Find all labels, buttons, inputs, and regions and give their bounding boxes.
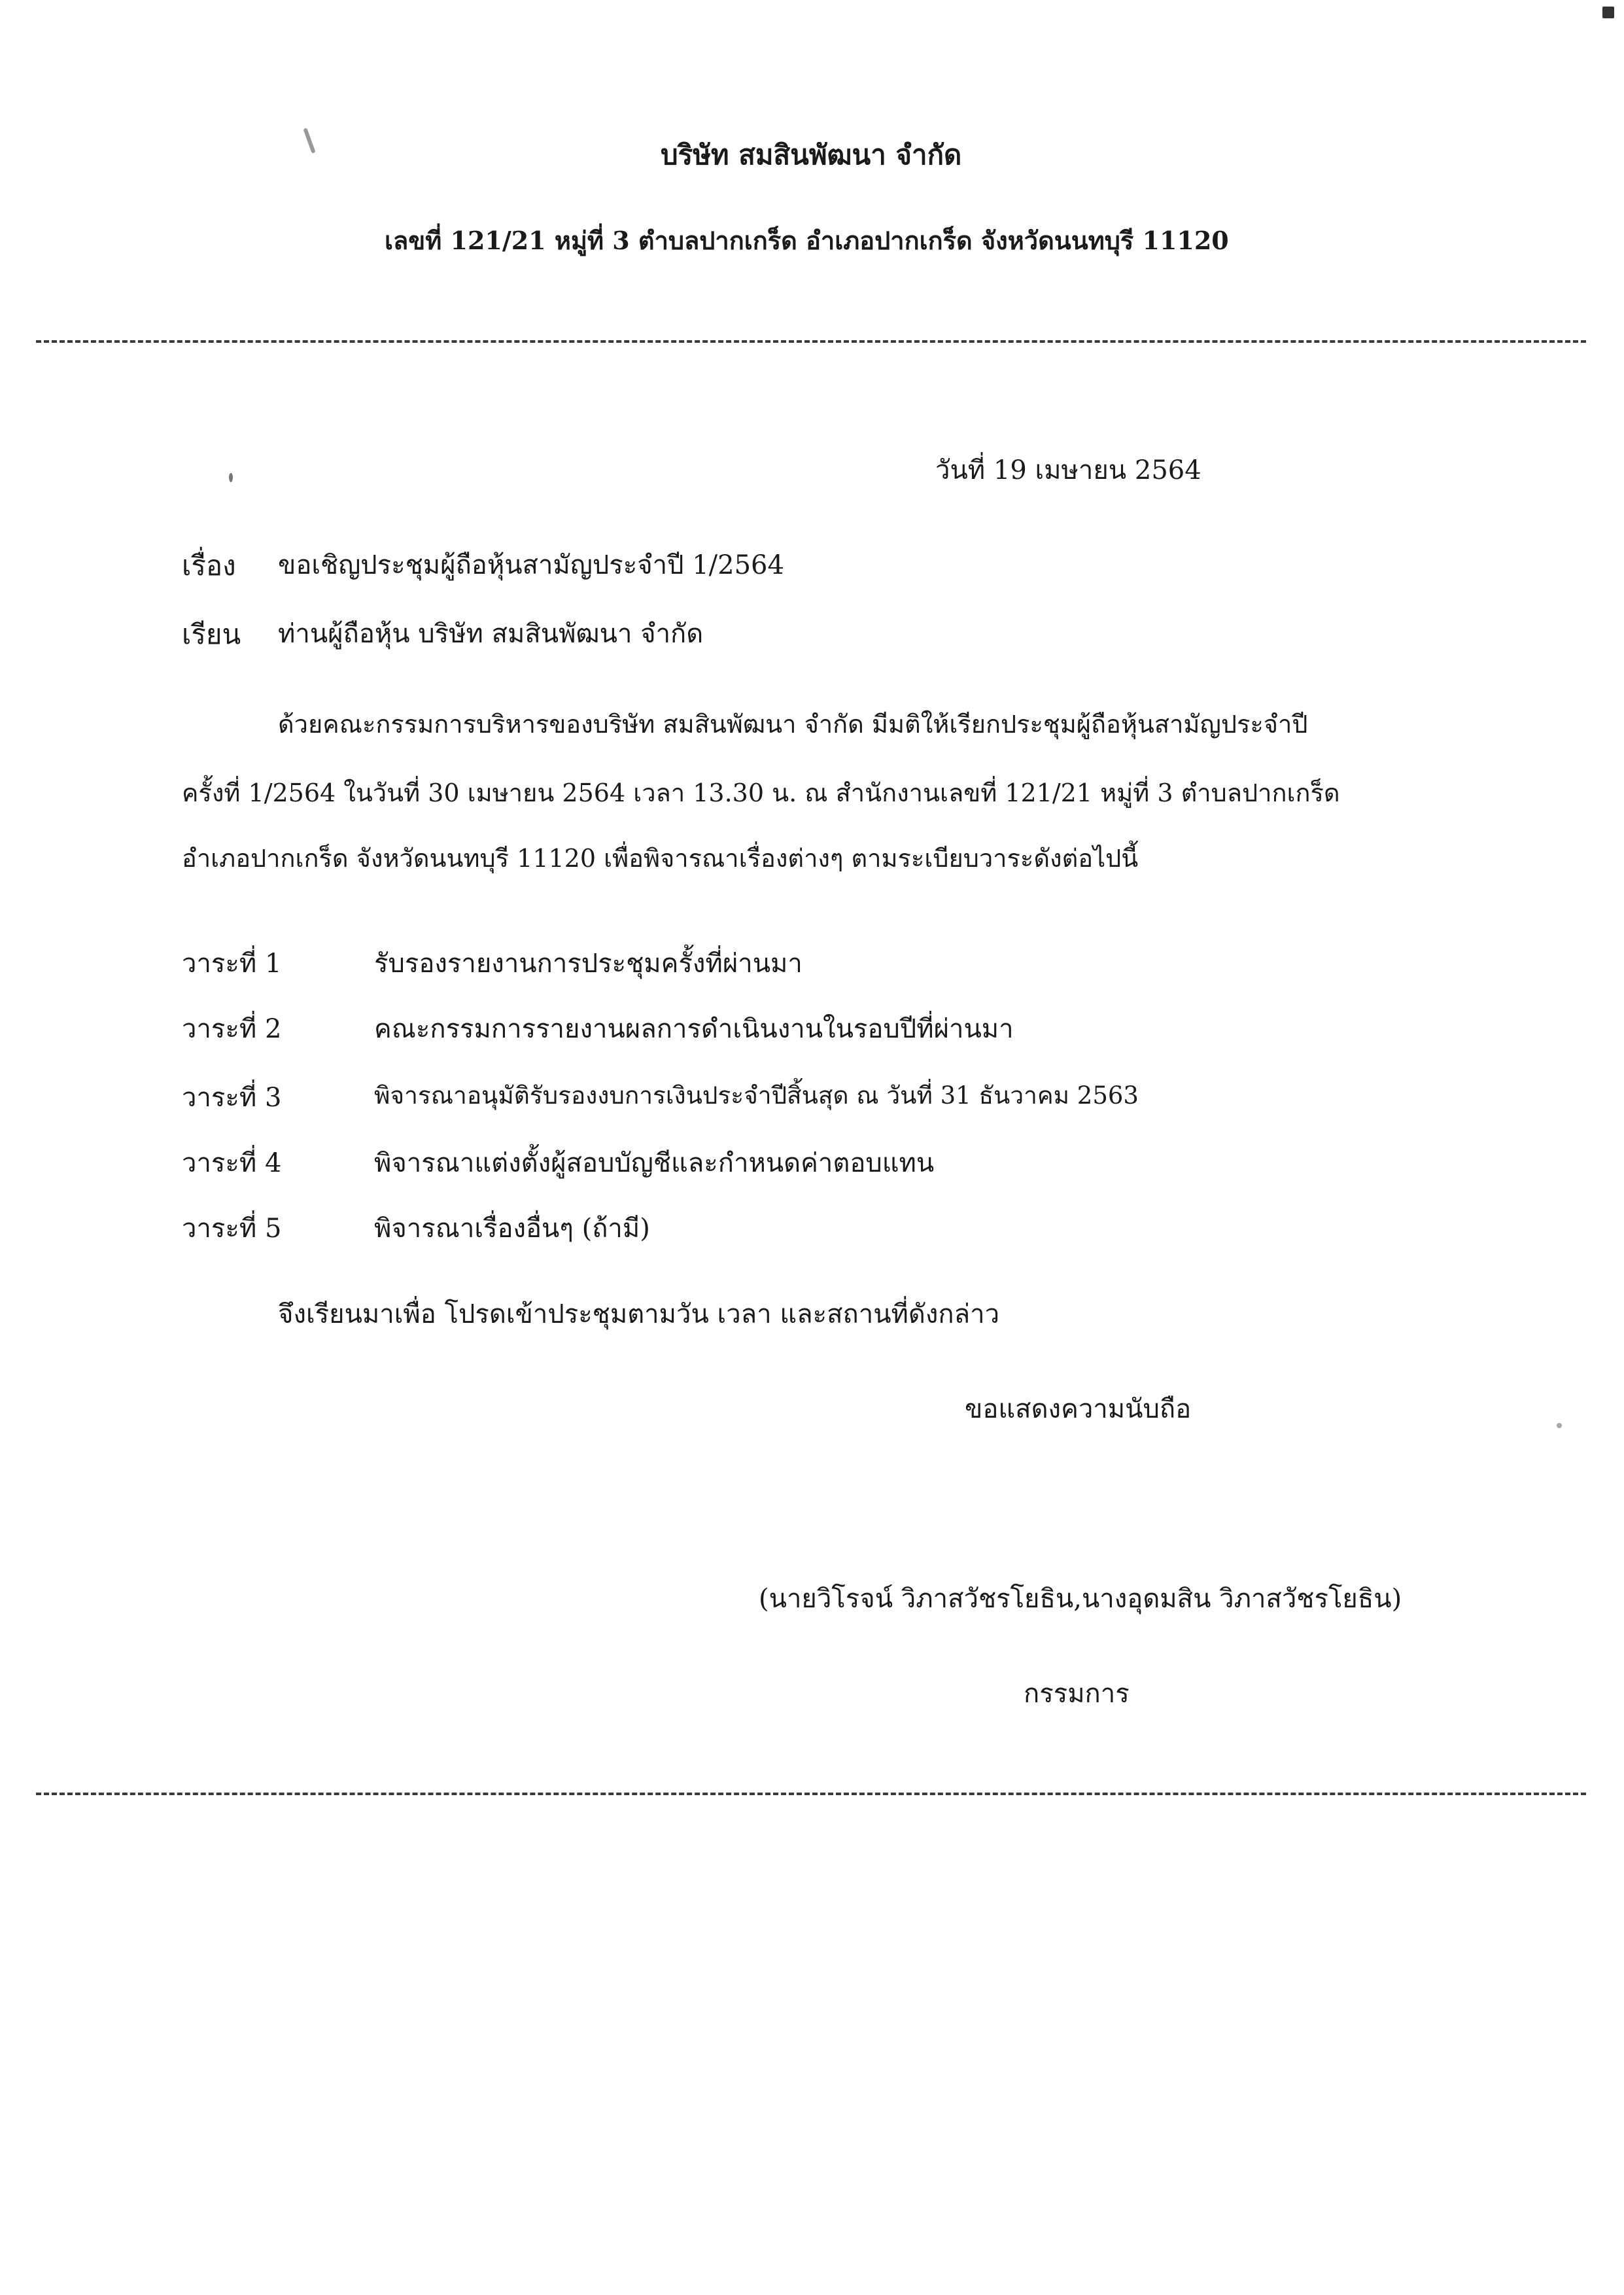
closing-sentence: จึงเรียนมาเพื่อ โปรดเข้าประชุมตามวัน เวลา และสถานที่ดังกล่าว — [278, 1299, 1000, 1329]
body-line-3: อำเภอปากเกร็ด จังหวัดนนทบุรี 11120 เพื่อพิจารณาเรื่องต่างๆ ตามระเบียบวาระดังต่อไปนี้ — [182, 844, 1139, 873]
agenda-text: พิจารณาเรื่องอื่นๆ (ถ้ามี) — [374, 1214, 650, 1244]
agenda-label: วาระที่ 4 — [182, 1148, 282, 1178]
signatories: (นายวิโรจน์ วิภาสวัชรโยธิน,นางอุดมสิน วิภาสวัชรโยธิน) — [759, 1584, 1402, 1614]
signatory-position: กรรมการ — [1024, 1679, 1130, 1709]
header-divider — [36, 340, 1586, 343]
scan-speck — [1557, 1423, 1562, 1428]
body-line-2: ครั้งที่ 1/2564 ในวันที่ 30 เมษายน 2564 เวลา 13.30 น. ณ สำนักงานเลขที่ 121/21 หมู่ที่ 3 ตำบลปากเกร็ด — [182, 779, 1340, 807]
subject-label: เรื่อง — [182, 550, 236, 582]
company-address: เลขที่ 121/21 หมู่ที่ 3 ตำบลปากเกร็ด อำเภอปากเกร็ด จังหวัดนนทบุรี 11120 — [385, 226, 1229, 255]
recipient-text: ท่านผู้ถือหุ้น บริษัท สมสินพัฒนา จำกัด — [278, 619, 704, 649]
recipient-label: เรียน — [182, 618, 241, 650]
regards: ขอแสดงความนับถือ — [965, 1394, 1192, 1424]
agenda-label: วาระที่ 1 — [182, 949, 282, 979]
agenda-text: คณะกรรมการรายงานผลการดำเนินงานในรอบปีที่ผ่านมา — [374, 1014, 1014, 1044]
letter-date: วันที่ 19 เมษายน 2564 — [935, 455, 1201, 485]
subject-text: ขอเชิญประชุมผู้ถือหุ้นสามัญประจำปี 1/2564 — [278, 550, 784, 580]
agenda-text: พิจารณาแต่งตั้งผู้สอบบัญชีและกำหนดค่าตอบแทน — [374, 1148, 935, 1178]
body-line-1: ด้วยคณะกรรมการบริหารของบริษัท สมสินพัฒนา จำกัด มีมติให้เรียกประชุมผู้ถือหุ้นสามัญประจำปี — [278, 710, 1308, 739]
agenda-text: รับรองรายงานการประชุมครั้งที่ผ่านมา — [374, 949, 803, 979]
company-name: บริษัท สมสินพัฒนา จำกัด — [661, 139, 962, 171]
footer-divider — [36, 1793, 1586, 1795]
scan-speck — [1602, 7, 1614, 18]
agenda-label: วาระที่ 5 — [182, 1214, 282, 1244]
agenda-text: พิจารณาอนุมัติรับรองงบการเงินประจำปีสิ้นสุด ณ วันที่ 31 ธันวาคม 2563 — [374, 1081, 1139, 1110]
scan-speck — [229, 473, 233, 482]
agenda-label: วาระที่ 3 — [182, 1083, 282, 1113]
scan-speck — [303, 128, 315, 154]
agenda-label: วาระที่ 2 — [182, 1014, 282, 1044]
